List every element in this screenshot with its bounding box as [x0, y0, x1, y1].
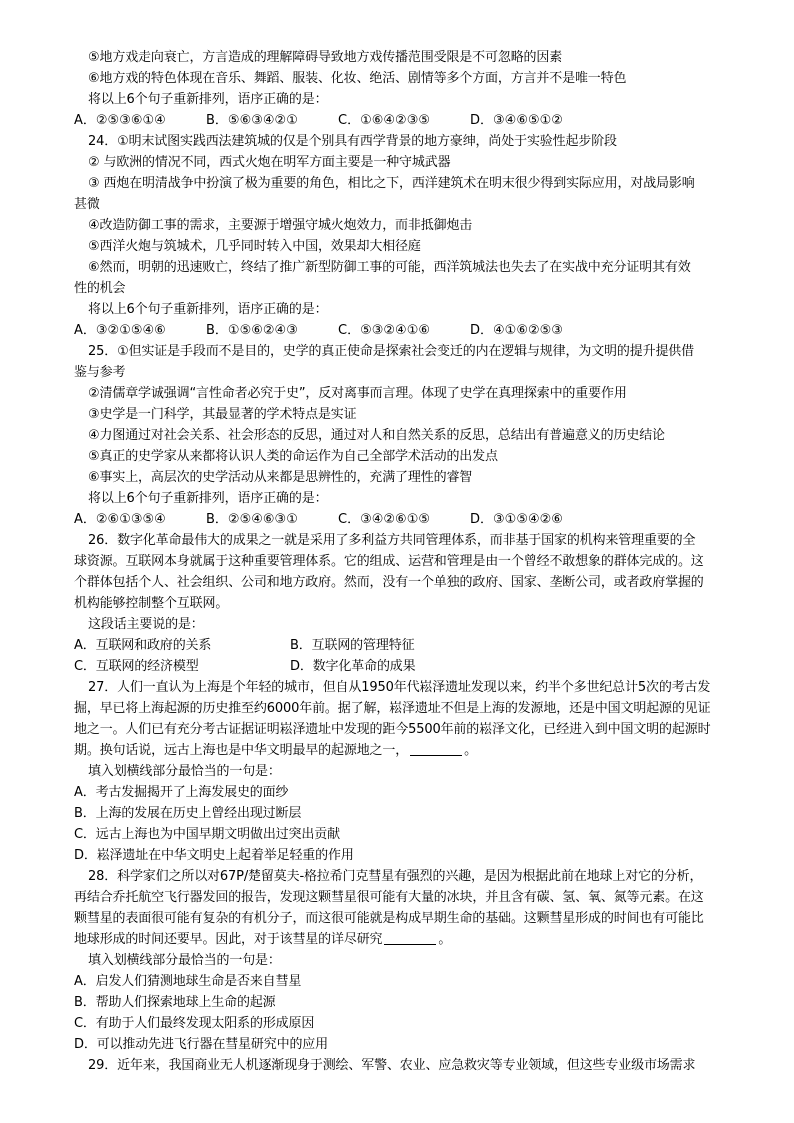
q28-passage: 颗彗星的表面很可能有复杂的有机分子，而这很可能就是构成早期生命的基础。这颗彗星形成的时间也有可能比 — [74, 911, 704, 926]
q27-passage: 掘，早已将上海起源的历史推至约6000年前。据了解，崧泽遗址不但是上海的发源地，还是中国文明起源的见证 — [74, 701, 711, 716]
option-d: D．数字化革命的成果 — [290, 659, 416, 674]
option-d-text: D．可以推动先进飞行器在彗星研究中的应用 — [74, 1037, 329, 1052]
option-d: D．③④⑥⑤①② — [470, 113, 563, 128]
q27-passage: 27．人们一直认为上海是个年轻的城市，但自从1950年代崧泽遗址发现以来，约半个多世纪总计5次的考古发 — [88, 680, 711, 695]
text-line — [74, 90, 740, 110]
q26-passage: 26．数字化革命最伟大的成果之一就是采用了多利益方共同管理体系，而非基于国家的机构来管理重要的全 — [88, 533, 696, 548]
option-a: A．②⑤③⑥①④ — [74, 113, 166, 128]
option-c-text: C．远古上海也为中国早期文明做出过突出贡献 — [74, 827, 340, 842]
text-line — [74, 573, 740, 593]
sentence-6: ⑥地方戏的特色体现在音乐、舞蹈、服装、化妆、绝活、剧情等多个方面，方言并不是唯一特色 — [88, 71, 627, 86]
text-line — [74, 468, 740, 488]
option-c: C．③④②⑥①⑤ — [338, 512, 431, 527]
q25-sentence-2: ②清儒章学诚强调“言性命者必究于史”，反对离事而言理。体现了史学在真理探索中的重要作用 — [88, 386, 627, 401]
text-line — [74, 300, 740, 320]
q25-sentence-1: 25．①但实证是手段而不是目的，史学的真正使命是探索社会变迁的内在逻辑与规律，为文明的提升提供借 — [88, 344, 694, 359]
option-a-text: A．考古发掘揭开了上海发展史的面纱 — [74, 785, 289, 800]
q24-sentence-4: ④改造防御工事的需求，主要源于增强守城火炮效力，而非抵御炮击 — [88, 218, 473, 233]
q27-period: 。 — [464, 743, 477, 758]
fill-blank[interactable] — [384, 931, 436, 945]
q27-passage: 期。换句话说，远古上海也是中华文明最早的起源地之一， — [74, 743, 409, 758]
q24-sentence-2: ② 与欧洲的情况不同，西式火炮在明军方面主要是一种守城武器 — [88, 155, 451, 170]
option-d — [74, 1035, 740, 1055]
option-b-text: B．帮助人们探索地球上生命的起源 — [74, 995, 276, 1010]
text-line — [74, 594, 740, 614]
text-line — [74, 384, 740, 404]
option-a-text: A．启发人们猜测地球生命是否来自彗星 — [74, 974, 302, 989]
instruction: 将以上6个句子重新排列，语序正确的是： — [88, 491, 328, 506]
option-d — [74, 846, 740, 866]
options-q26-row2 — [74, 657, 740, 677]
q25-sentence-6: ⑥事实上，高层次的史学活动从来都是思辨性的，充满了理性的睿智 — [88, 470, 473, 485]
text-line — [74, 426, 740, 446]
q26-passage: 机构能够控制整个互联网。 — [74, 596, 229, 611]
text-line — [74, 405, 740, 425]
option-b: B．②⑤④⑥③① — [206, 512, 298, 527]
text-line — [74, 741, 740, 761]
option-d-text: D．崧泽遗址在中华文明史上起着举足轻重的作用 — [74, 848, 354, 863]
options-q24 — [74, 321, 740, 341]
options-q23 — [74, 111, 740, 131]
question-29 — [74, 1056, 740, 1076]
text-line — [74, 552, 740, 572]
option-c-text: C．有助于人们最终发现太阳系的形成原因 — [74, 1016, 315, 1031]
text-line — [74, 951, 740, 971]
text-line — [74, 216, 740, 236]
option-a: A．互联网和政府的关系 — [74, 638, 212, 653]
q29-passage: 29．近年来，我国商业无人机逐渐现身于测绘、军警、农业、应急救灾等专业领域，但这些专业级市场需求 — [88, 1058, 696, 1073]
q25-sentence-4: ④力图通过对社会关系、社会形态的反思，通过对人和自然关系的反思，总结出有普遍意义的历史结论 — [88, 428, 665, 443]
options-q26-row1 — [74, 636, 740, 656]
text-line — [74, 930, 740, 950]
q26-passage: 球资源。互联网本身就属于这种重要管理体系。它的组成、运营和管理是由一个曾经不敢想象的群体完成的。这 — [74, 554, 704, 569]
text-line — [74, 447, 740, 467]
instruction: 将以上6个句子重新排列，语序正确的是： — [88, 92, 328, 107]
instruction: 将以上6个句子重新排列，语序正确的是： — [88, 302, 328, 317]
option-a: A．②⑥①③⑤④ — [74, 512, 166, 527]
text-line — [74, 699, 740, 719]
option-a: A．③②①⑤④⑥ — [74, 323, 166, 338]
text-line — [74, 69, 740, 89]
option-c: C．⑤③②④①⑥ — [338, 323, 431, 338]
text-line — [74, 195, 740, 215]
q25-sentence-1-cont: 鉴与参考 — [74, 365, 126, 380]
option-a — [74, 783, 740, 803]
option-b — [74, 993, 740, 1013]
q28-passage: 地球形成的时间还要早。因此，对于该彗星的详尽研究 — [74, 932, 383, 947]
text-line — [74, 48, 740, 68]
q24-sentence-6: ⑥然而，明朝的迅速败亡，终结了推广新型防御工事的可能，西洋筑城法也失去了在实战中充分证明其有效 — [88, 260, 691, 275]
fill-blank[interactable] — [410, 742, 462, 756]
q28-passage: 28．科学家们之所以对67P/楚留莫夫-格拉希门克彗星有强烈的兴趣，是因为根据此前在地球上对它的分析， — [88, 869, 703, 884]
question-27 — [74, 678, 740, 698]
q28-period: 。 — [438, 932, 452, 947]
option-b: B．互联网的管理特征 — [290, 638, 415, 653]
q24-sentence-1: 24．①明末试图实践西法建筑城的仅是个别具有西学背景的地方豪绅，尚处于实验性起步阶段 — [88, 134, 617, 149]
option-c — [74, 825, 740, 845]
option-b-text: B．上海的发展在历史上曾经出现过断层 — [74, 806, 302, 821]
text-line — [74, 258, 740, 278]
question-26 — [74, 531, 740, 551]
q25-sentence-3: ③史学是一门科学，其最显著的学术特点是实证 — [88, 407, 357, 422]
instruction: 这段话主要说的是： — [88, 617, 204, 632]
question-24 — [74, 132, 740, 152]
q25-sentence-5: ⑤真正的史学家从来都将认识人类的命运作为自己全部学术活动的出发点 — [88, 449, 498, 464]
instruction: 填入划横线部分最恰当的一句是： — [88, 764, 281, 779]
question-25 — [74, 342, 740, 362]
option-b: B．⑤⑥③④②① — [206, 113, 298, 128]
q27-passage: 地之一。人们已有充分考古证据证明崧泽遗址中发现的距今5500年前的崧泽文化，已经进入到中国文明的起源时 — [74, 722, 711, 737]
option-d: D．④①⑥②⑤③ — [470, 323, 563, 338]
q28-passage: 再结合乔托航空飞行器发回的报告，发现这颗彗星很可能有大量的冰块，并且含有碳、氢、氧、氮等元素。在这 — [74, 890, 704, 905]
text-line — [74, 174, 740, 194]
option-b — [74, 804, 740, 824]
q24-sentence-6-cont: 性的机会 — [74, 281, 126, 296]
text-line — [74, 762, 740, 782]
text-line — [74, 237, 740, 257]
option-c: C．①⑥④②③⑤ — [338, 113, 431, 128]
text-line — [74, 153, 740, 173]
instruction: 填入划横线部分最恰当的一句是： — [88, 953, 281, 968]
option-a — [74, 972, 740, 992]
text-line — [74, 720, 740, 740]
question-28 — [74, 867, 740, 887]
option-b: B．①⑤⑥②④③ — [206, 323, 298, 338]
text-line — [74, 363, 740, 383]
q26-passage: 个群体包括个人、社会组织、公司和地方政府。然而，没有一个单独的政府、国家、垄断公司，或者政府掌握的 — [74, 575, 704, 590]
text-line — [74, 888, 740, 908]
sentence-5: ⑤地方戏走向衰亡，方言造成的理解障碍导致地方戏传播范围受限是不可忽略的因素 — [88, 50, 563, 65]
option-c: C．互联网的经济模型 — [74, 659, 199, 674]
text-line — [74, 909, 740, 929]
option-c — [74, 1014, 740, 1034]
option-d: D．③①⑤④②⑥ — [470, 512, 563, 527]
options-q25 — [74, 510, 740, 530]
q24-sentence-3: ③ 西炮在明清战争中扮演了极为重要的角色，相比之下，西洋建筑术在明末很少得到实际应用，对战局影响 — [88, 176, 695, 191]
q24-sentence-5: ⑤西洋火炮与筑城术，几乎同时转入中国，效果却大相径庭 — [88, 239, 421, 254]
text-line — [74, 489, 740, 509]
text-line — [74, 615, 740, 635]
q24-sentence-3-cont: 甚微 — [74, 197, 100, 212]
text-line — [74, 279, 740, 299]
